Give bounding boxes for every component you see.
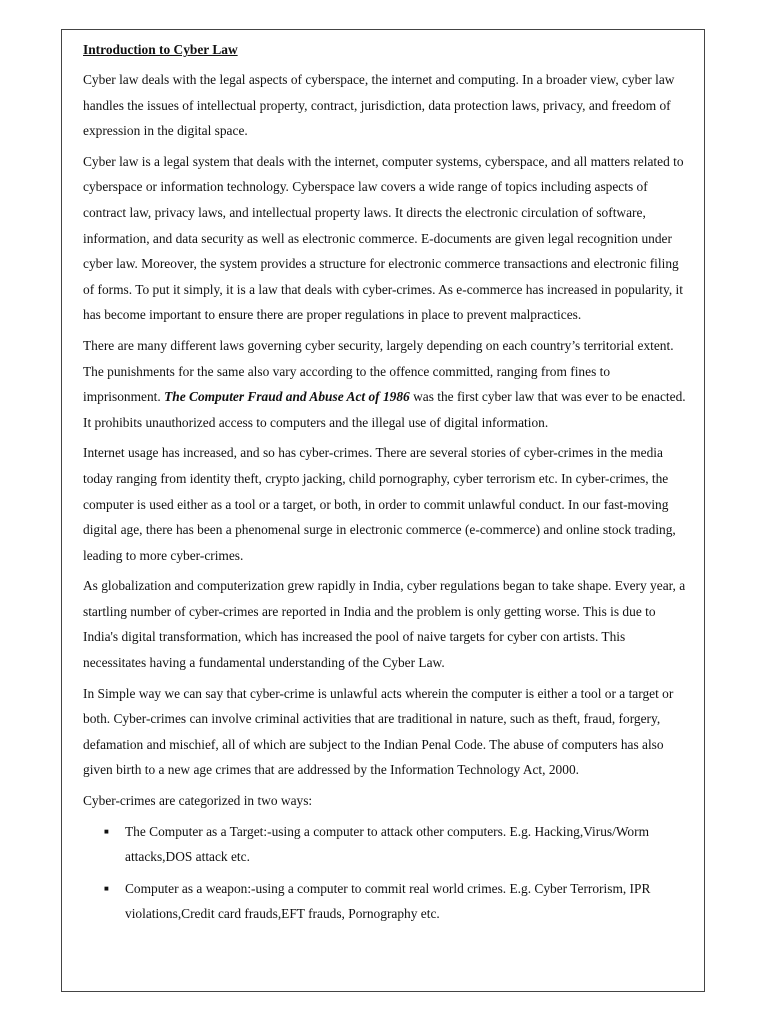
document-page (61, 29, 705, 992)
paragraph-4: Internet usage has increased, and so has cyber-crimes. There are several stories of cyber-crimes in the media today ranging from identity theft, crypto jacking, child pornography, cyber terrorism etc. In cyber-crimes, the computer is used either as a tool or a target, or both, in order to commit unlawful conduct. In our fast-moving digital age, there has been a phenomenal surge in electronic commerce (e-commerce) and online stock trading, leading to more cyber-crimes. (83, 445, 676, 563)
paragraph-1: Cyber law deals with the legal aspects of cyberspace, the internet and computing. In a broader view, cyber law handles the issues of intellectual property, contract, jurisdiction, data protection laws, privacy, and freedom of expression in the digital space. (83, 72, 675, 139)
square-bullet-icon: ■ (104, 883, 109, 893)
paragraph-6: In Simple way we can say that cyber-crime is unlawful acts wherein the computer is either a tool or a target or both. Cyber-crimes can involve criminal activities that are traditional in nature, such as theft, fraud, forgery, defamation and mischief, all of which are subject to the Indian Penal Code. The abuse of computers has also given birth to a new age crimes that are addressed by the Information Technology Act, 2000. (83, 685, 674, 778)
categories-list (83, 819, 690, 927)
paragraph-5: As globalization and computerization grew rapidly in India, cyber regulations began to take shape. Every year, a startling number of cyber-crimes are reported in India and the problem is only getting worse. This is due to India's digital transformation, which has increased the pool of naive targets for cyber con artists. This necessitates having a fundamental understanding of the Cyber Law. (83, 578, 686, 671)
list-item-text: Computer as a weapon:-using a computer to commit real world crimes. E.g. Cyber Terrorism, IPR violations,Credit card frauds,EFT frauds, Pornography etc. (125, 880, 651, 922)
list-item-text: The Computer as a Target:-using a computer to attack other computers. E.g. Hacking,Virus/Worm attacks,DOS attack etc. (125, 823, 649, 865)
paragraph-2: Cyber law is a legal system that deals with the internet, computer systems, cyberspace, and all matters related to cyberspace or information technology. Cyberspace law covers a wide range of topics including aspects of contract law, privacy laws, and intellectual property laws. It directs the electronic circulation of software, information, and data security as well as electronic commerce. E-documents are given legal recognition under cyber law. Moreover, the system provides a structure for electronic commerce transactions and electronic filing of forms. To put it simply, it is a law that deals with cyber-crimes. As e-commerce has increased in popularity, it has become important to ensure there are proper regulations in place to prevent malpractices. (83, 153, 684, 323)
paragraph-3-text-after: was the first cyber law that was ever to be enacted. It prohibits unauthorized access to computers and the illegal use of digital information. (83, 389, 686, 430)
document-title: Introduction to Cyber Law (83, 42, 238, 57)
act-name-emphasis: The Computer Fraud and Abuse Act of 1986 (164, 389, 410, 405)
paragraph-3-text-before: There are many different laws governing cyber security, largely depending on each country’s territorial extent. The punishments for the same also vary according to the offence committed, ranging from fines to imprisonment. (83, 337, 674, 405)
square-bullet-icon: ■ (104, 826, 109, 836)
paragraph-3 (83, 333, 690, 435)
list-item (104, 876, 690, 927)
list-item (104, 819, 690, 870)
paragraph-7: Cyber-crimes are categorized in two ways: (83, 793, 313, 809)
